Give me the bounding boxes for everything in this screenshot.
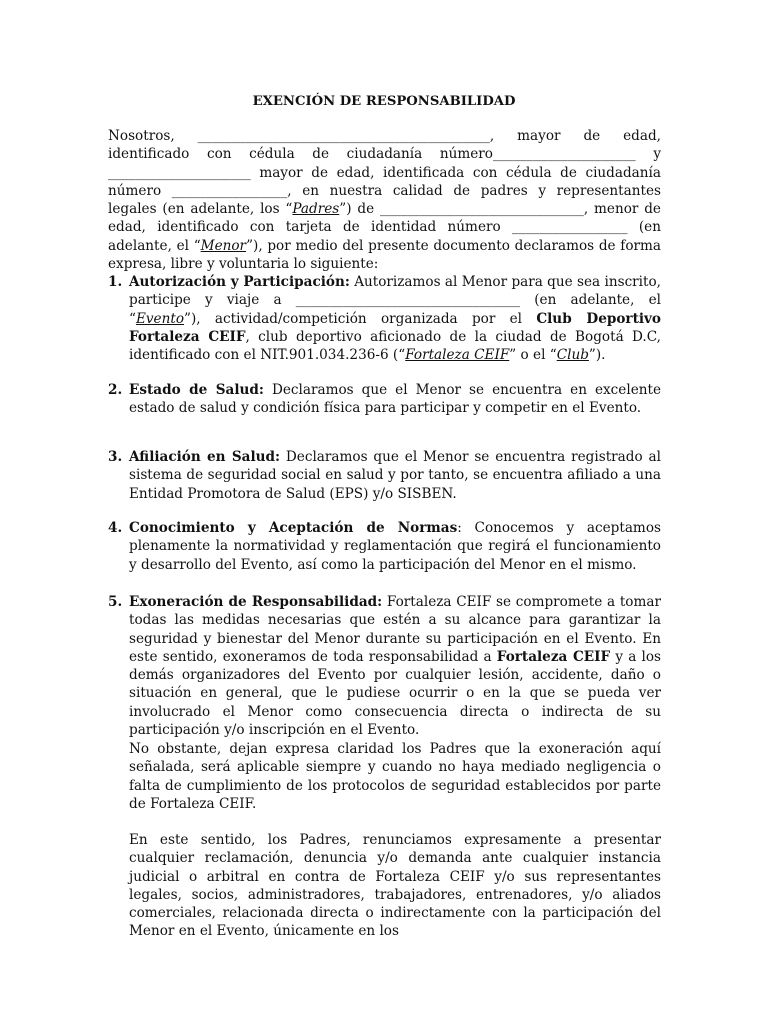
clause-number: 5. <box>108 594 123 610</box>
paragraph-en-este-sentido: En este sentido, los Padres, renunciamos expresamente a presentar cualquier reclamación, denuncia y/o demanda ante cualquier instancia judicial o arbitral en contra de Fortaleza CEIF y/o sus representantes legales, socios, administradores, trabajadores, entrenadores, y/o aliados comerciales, relacionada directa o indirectamente con la participación del Menor en el Evento, únicamente en los <box>129 832 661 940</box>
term-padres: Padres <box>292 201 340 218</box>
clause-1 <box>108 273 661 364</box>
clause-text: Declaramos que el Menor se encuentra registrado al sistema de seguridad social en salud y por tanto, se encuentra afiliado a una Entidad Promotora de Salud (EPS) y/o SISBEN. <box>129 449 661 502</box>
paragraph-no-obstante: No obstante, dejan expresa claridad los Padres que la exoneración aquí señalada, será aplicable siempre y cuando no haya mediado negligencia o falta de cumplimiento de los protocolos de seguridad establecidos por parte de Fortaleza CEIF. <box>129 741 661 812</box>
clause-text: ” o el “ <box>509 347 557 364</box>
clause-heading: Afiliación en Salud: <box>129 449 281 465</box>
intro-text-3: ”), por medio del presente documento declaramos de forma expresa, libre y voluntaria lo siguiente: <box>108 237 661 273</box>
document-title: EXENCIÓN DE RESPONSABILIDAD <box>252 94 516 109</box>
clause-body <box>129 273 661 364</box>
club-name: Club Deportivo Fortaleza CEIF <box>129 310 661 345</box>
clause-number: 3. <box>108 449 123 465</box>
clause-text: Declaramos que el Menor se encuentra en excelente estado de salud y condición física para participar y competir en el Evento. <box>129 382 661 417</box>
intro-paragraph <box>108 127 661 273</box>
clause-text: , club deportivo aficionado de la ciudad de Bogotá D.C, identificado con el NIT.901.034.236-6 (“ <box>129 328 661 364</box>
clause-heading: Estado de Salud: <box>129 382 264 398</box>
clause-text: Autorizamos al Menor para que sea inscrito, participe y viaje a _________________________________ (en adelante, el “ <box>129 274 661 327</box>
clause-body <box>129 519 661 574</box>
clause-number: 4. <box>108 520 123 536</box>
term-evento: Evento <box>135 310 185 327</box>
clause-4 <box>108 519 661 574</box>
clause-body <box>129 381 661 418</box>
clause-heading: Exoneración de Responsabilidad: <box>129 594 383 610</box>
clause-3 <box>108 448 661 503</box>
clause-heading: Autorización y Participación: <box>129 274 350 290</box>
intro-text-1: Nosotros, ___________________________________________, mayor de edad, identificado con cédula de ciudadanía número_____________________ y _____________________ mayor de edad, identificada con cédula de ciudadanía número _________________, en nuestra calidad de padres y representantes legales (en adelante, los “ <box>108 128 661 218</box>
clause-number: 1. <box>108 274 123 290</box>
intro-text-2: ”) de ______________________________, menor de edad, identificado con tarjeta de identidad número _________________ (en adelante, el “ <box>108 201 661 254</box>
clause-text: : Conocemos y aceptamos plenamente la normatividad y reglamentación que regirá el funcionamiento y desarrollo del Evento, así como la participación del Menor en el mismo. <box>129 520 661 573</box>
term-club: Club <box>556 347 589 364</box>
clause-body <box>129 593 661 739</box>
clause-text: ”). <box>588 347 606 364</box>
clause-body <box>129 448 661 503</box>
fortaleza-ceif-bold: Fortaleza CEIF <box>496 648 611 665</box>
clause-heading: Conocimiento y Aceptación de Normas <box>129 520 458 536</box>
term-menor: Menor <box>200 237 247 254</box>
clause-5 <box>108 593 661 739</box>
clause-text: y a los demás organizadores del Evento por cualquier lesión, accidente, daño o situación en general, que le pudiese ocurrir o en la que se pueda ver involucrado el Menor como consecuencia directa o indirecta de su participación y/o inscripción en el Evento. <box>129 648 661 739</box>
clause-text: ”), actividad/competición organizada por el <box>184 310 537 327</box>
clause-2 <box>108 381 661 418</box>
clause-number: 2. <box>108 382 123 398</box>
clause-text: Fortaleza CEIF se compromete a tomar todas las medidas necesarias que estén a su alcance para garantizar la seguridad y bienestar del Menor durante su participación en el Evento. En este sentido, exoneramos de toda responsabilidad a <box>129 594 661 665</box>
term-fortaleza-ceif: Fortaleza CEIF <box>405 347 510 364</box>
